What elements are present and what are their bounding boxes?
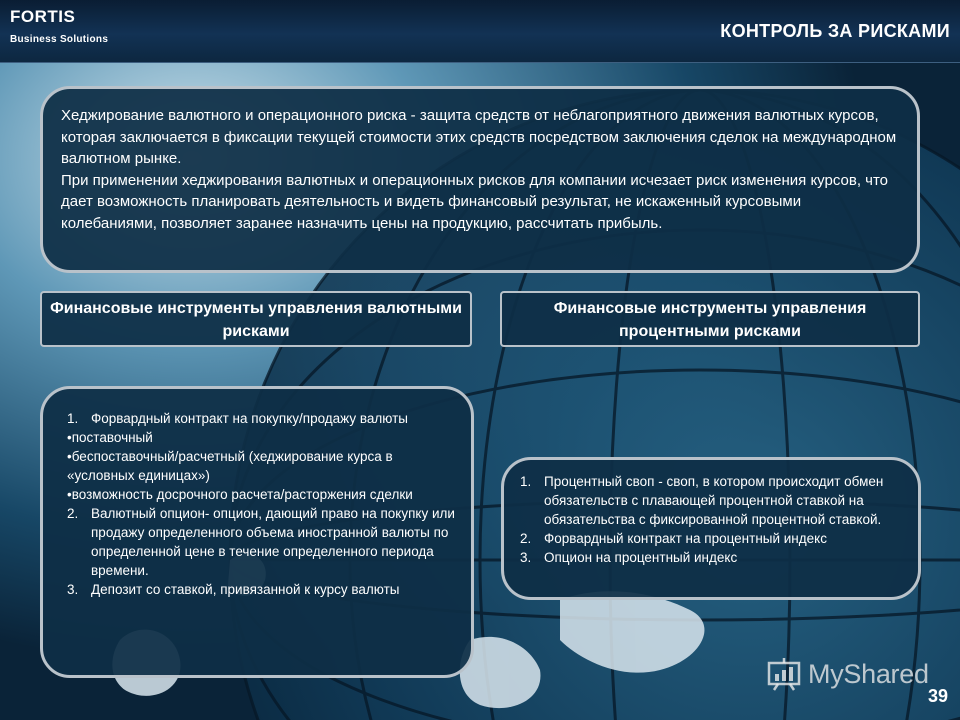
list-number: 1. xyxy=(67,411,79,426)
list-item xyxy=(520,472,904,529)
currency-risk-heading: Финансовые инструменты управления валютными рисками xyxy=(40,291,472,347)
intro-panel xyxy=(40,86,920,273)
currency-instruments-list xyxy=(40,386,474,678)
list-item xyxy=(520,548,904,567)
list-item xyxy=(520,529,904,548)
list-item xyxy=(67,580,457,599)
list-item-text: Процентный своп - своп, в котором происходит обмен обязательств с плавающей процентной ставкой на обязательства с фиксированной процентной ставкой. xyxy=(544,474,884,527)
list-item-text: Форвардный контракт на процентный индекс xyxy=(544,531,827,546)
brand-logo xyxy=(10,7,108,45)
brand-name: FORTIS xyxy=(10,7,76,26)
slide-title: КОНТРОЛЬ ЗА РИСКАМИ xyxy=(720,21,950,41)
intro-paragraph-1: Хеджирование валютного и операционного риска - защита средств от неблагоприятного движения валютных курсов, которая заключается в фиксации текущей стоимости этих средств посредством заключения сделок на международном валютном рынке. xyxy=(61,107,897,167)
presentation-icon xyxy=(766,657,802,691)
bullet-item: •возможность досрочного расчета/расторжения сделки xyxy=(67,487,413,502)
bullet-item: •беспоставочный/расчетный (хеджирование курса в «условных единицах») xyxy=(67,449,393,483)
list-item xyxy=(67,409,457,428)
intro-paragraph-2: При применении хеджирования валютных и операционных рисков для компании исчезает риск изменения курсов, что дает возможность планировать деятельность и видеть финансовый результат, не искаженный курсовыми колебаниями, позволяет заранее назначить цены на продукцию, рассчитать прибыль. xyxy=(61,171,889,232)
list-item xyxy=(67,504,457,580)
bullet-item: •поставочный xyxy=(67,430,153,445)
interest-risk-heading: Финансовые инструменты управления процентными рисками xyxy=(500,291,920,347)
watermark-text: MyShared xyxy=(808,658,929,689)
list-number: 2. xyxy=(67,506,79,521)
list-number: 1. xyxy=(520,474,532,489)
list-item-text: Форвардный контракт на покупку/продажу валюты xyxy=(91,411,408,426)
list-number: 3. xyxy=(520,550,532,565)
list-number: 2. xyxy=(520,531,532,546)
watermark xyxy=(766,656,929,692)
header-bar xyxy=(0,0,960,63)
list-item-text: Опцион на процентный индекс xyxy=(544,550,738,565)
interest-instruments-list xyxy=(501,457,921,600)
brand-subtitle: Business Solutions xyxy=(10,34,109,45)
list-item-text: Депозит со ставкой, привязанной к курсу валюты xyxy=(91,582,400,597)
list-number: 3. xyxy=(67,582,79,597)
slide-number: 39 xyxy=(927,686,948,706)
list-item-text: Валютный опцион- опцион, дающий право на покупку или продажу определенного объема иностранной валюты по определенной цене в течение определенного периода времени. xyxy=(91,506,455,578)
